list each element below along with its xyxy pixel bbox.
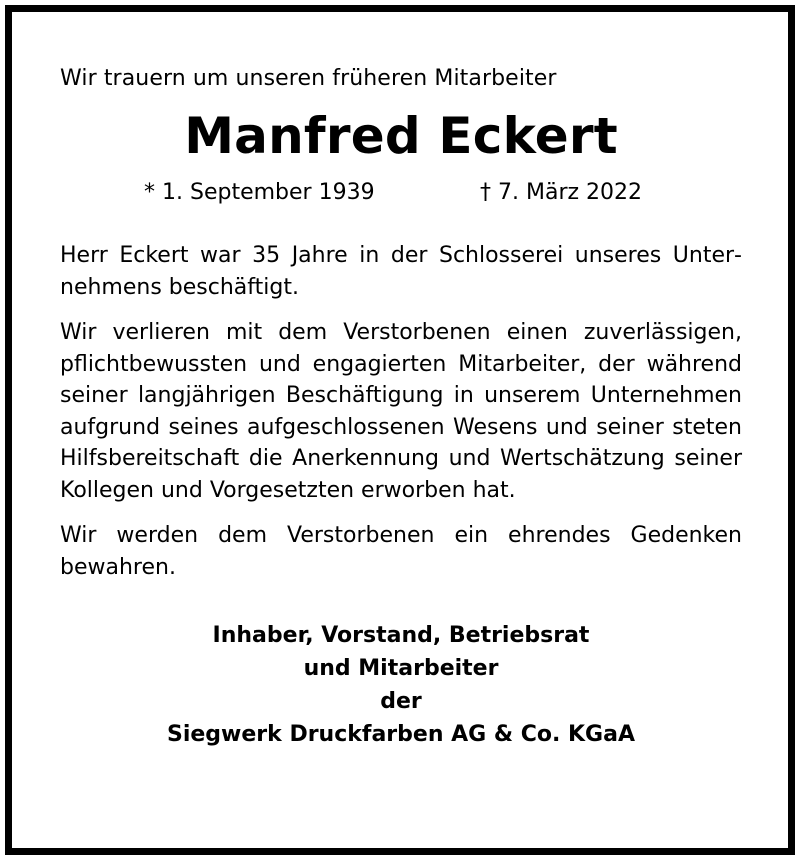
signature-line-2: und Mitarbeiter [303, 656, 499, 681]
signature-line-1: Inhaber, Vorstand, Betriebsrat [212, 623, 590, 648]
death-date: † 7. März 2022 [480, 180, 643, 205]
company-name: Siegwerk Druckfarben AG & Co. KGaA [167, 722, 635, 747]
paragraph-tribute: Wir verlieren mit dem Verstorbenen einen zuverlässigen, pflichtbewussten und engagierten Mitarbeiter, der während seiner langjährigen Beschäftigung in unserem Unternehmen aufgrund seines aufgeschlossenen Wesens und seiner steten Hilfsbereitschaft die Anerkennung und Wertschätzung seiner Kollegen und Vorgesetzten erworben hat. [60, 320, 742, 503]
notice-frame [5, 5, 795, 855]
birth-date: * 1. September 1939 [144, 180, 375, 205]
obituary-content [60, 64, 742, 751]
paragraph-remembrance: Wir werden dem Verstorbenen ein ehrendes Gedenken bewahren. [60, 523, 742, 580]
paragraph-employment: Herr Eckert war 35 Jahre in der Schlosserei unseres Unternehmens beschäftigt. [60, 243, 742, 300]
signature-line-3: der [380, 689, 422, 714]
signature-block [60, 619, 742, 751]
deceased-name: Manfred Eckert [184, 107, 618, 165]
intro-text: Wir trauern um unseren früheren Mitarbeiter [60, 66, 557, 91]
life-dates [60, 176, 742, 210]
